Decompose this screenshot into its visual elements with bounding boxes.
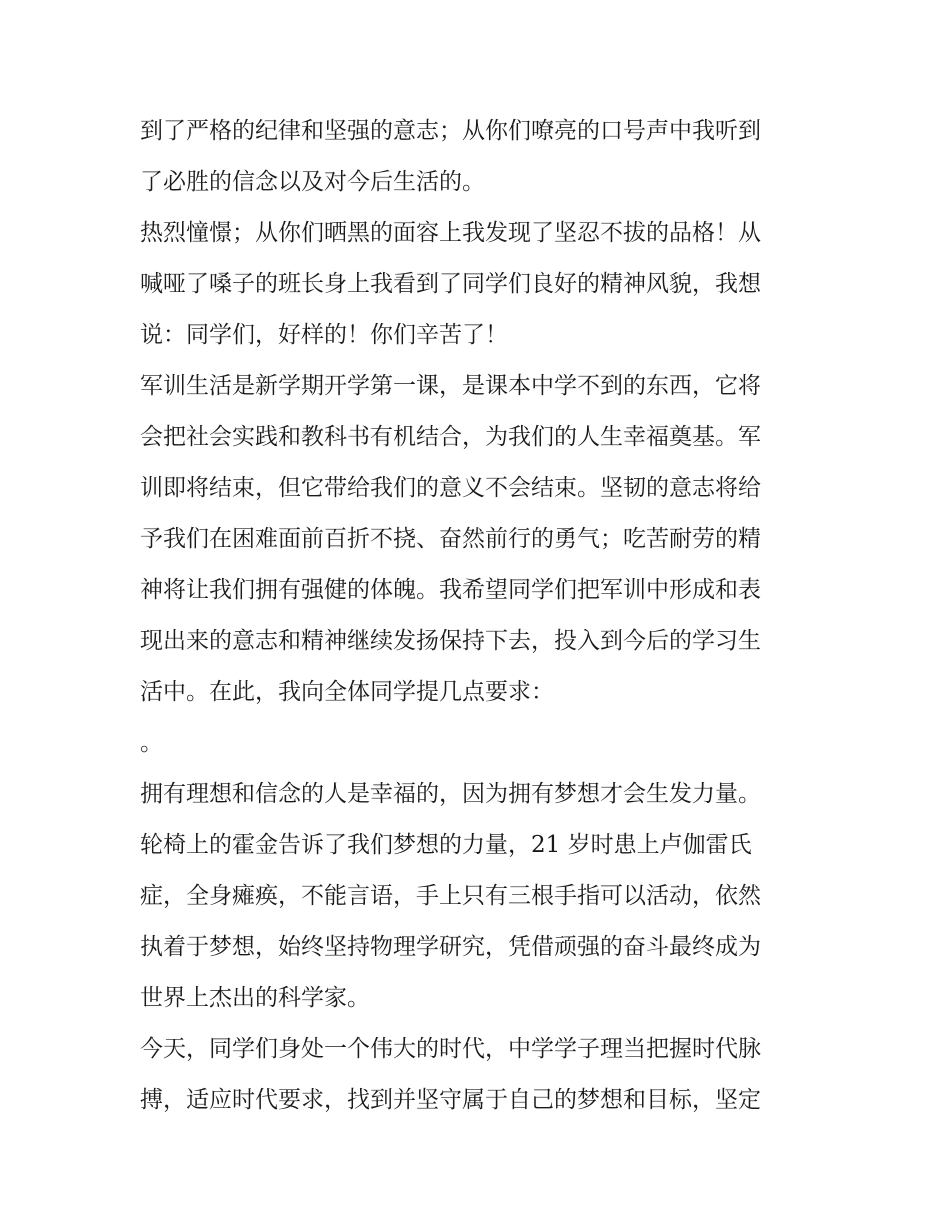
text-line: 热烈憧憬；从你们晒黑的面容上我发现了坚忍不拔的品格！从 <box>140 220 761 246</box>
text-line: 活中。在此，我向全体同学提几点要求： <box>140 679 554 705</box>
text-line: 军训生活是新学期开学第一课，是课本中学不到的东西，它将 <box>140 373 761 399</box>
text-line: 神将让我们拥有强健的体魄。我希望同学们把军训中形成和表 <box>140 577 761 603</box>
text-line: 今天，同学们身处一个伟大的时代，中学学子理当把握时代脉 <box>140 1036 761 1062</box>
text-line: 到了严格的纪律和坚强的意志；从你们嘹亮的口号声中我听到 <box>140 118 761 144</box>
text-line: 喊哑了嗓子的班长身上我看到了同学们良好的精神风貌，我想 <box>140 271 761 297</box>
text-line: 说：同学们，好样的！你们辛苦了！ <box>140 322 508 348</box>
text-line: 执着于梦想，始终坚持物理学研究，凭借顽强的奋斗最终成为 <box>140 934 761 960</box>
text-line: 予我们在困难面前百折不挠、奋然前行的勇气；吃苦耐劳的精 <box>140 526 761 552</box>
text-line: 会把社会实践和教科书有机结合，为我们的人生幸福奠基。军 <box>140 424 761 450</box>
text-line: 了必胜的信念以及对今后生活的。 <box>140 169 485 195</box>
text-line: 拥有理想和信念的人是幸福的，因为拥有梦想才会生发力量。 <box>140 781 761 807</box>
text-line: 轮椅上的霍金告诉了我们梦想的力量，21 岁时患上卢伽雷氏 <box>140 832 752 858</box>
text-line: 症，全身瘫痪，不能言语，手上只有三根手指可以活动，依然 <box>140 883 761 909</box>
text-line: 搏，适应时代要求，找到并坚守属于自己的梦想和目标，坚定 <box>140 1087 761 1113</box>
text-line: 训即将结束，但它带给我们的意义不会结束。坚韧的意志将给 <box>140 475 761 501</box>
text-line: 。 <box>140 730 163 756</box>
document-body <box>140 106 820 1126</box>
text-line: 世界上杰出的科学家。 <box>140 985 370 1011</box>
text-line: 现出来的意志和精神继续发扬保持下去，投入到今后的学习生 <box>140 628 761 654</box>
